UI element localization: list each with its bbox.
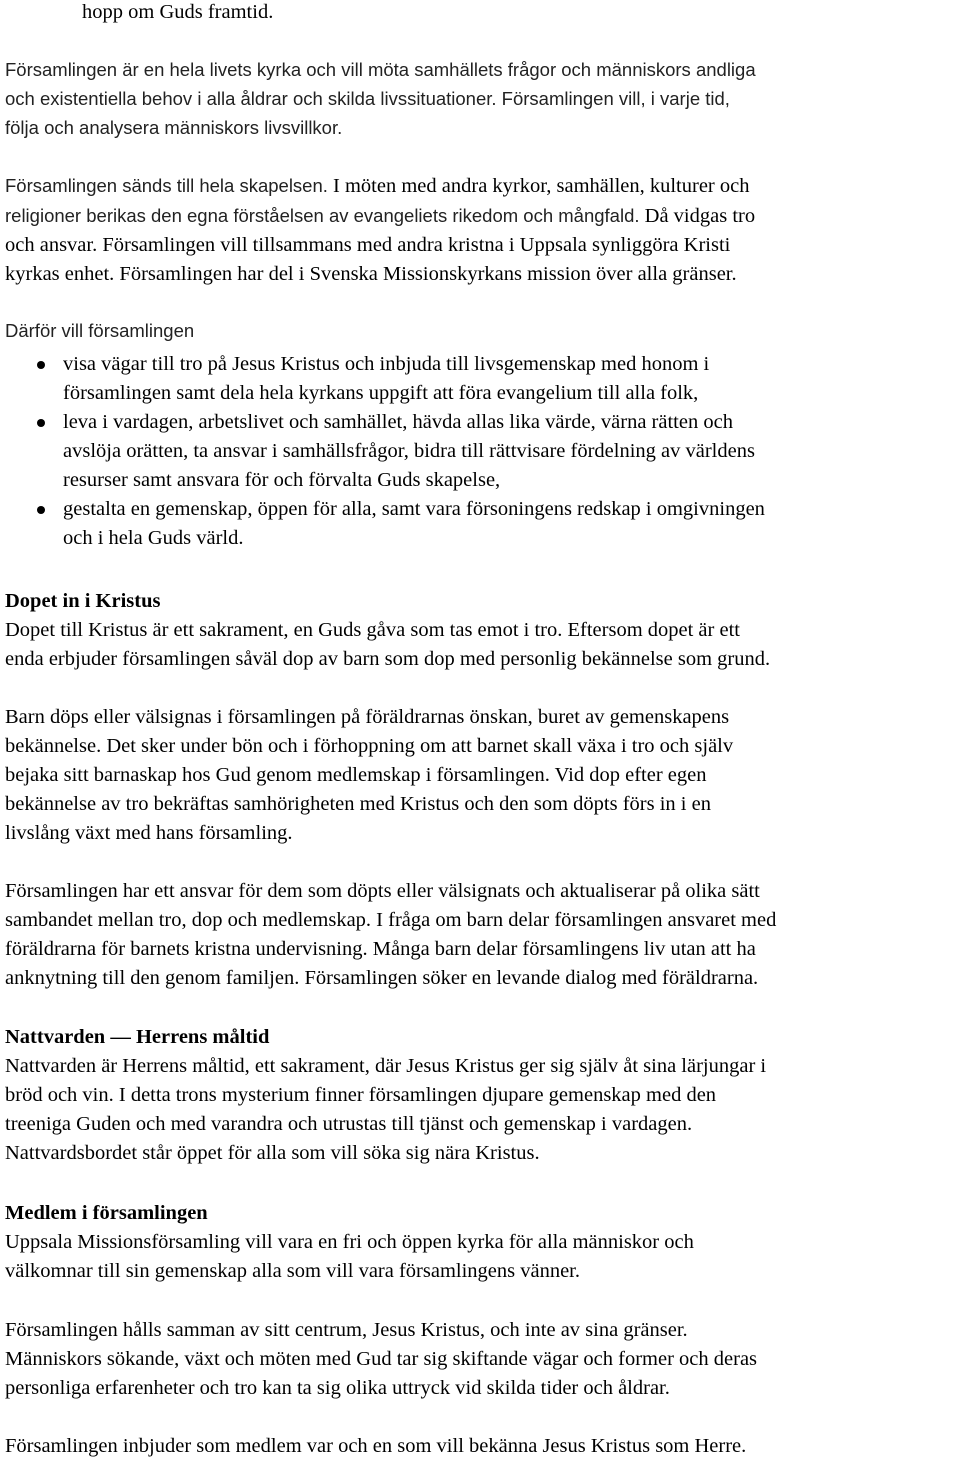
intro-tail: hopp om Guds framtid.	[82, 1, 274, 23]
section-heading-dopet: Dopet in i Kristus	[5, 590, 161, 612]
paragraph-creation: Församlingen sänds till hela skapelsen. I möten med andra kyrkor, samhällen, kulturer och religioner berikas den egna förståelsen av evangeliets rikedom och mångfald. Då vidgas tro och ansvar. Församlingen vill tillsammans med andra kristna i Uppsala synliggöra Kristi kyrkas enhet. Församlingen har del i Svenska Missionskyrkans mission över alla gränser.	[5, 175, 756, 285]
section-heading-nattvarden: Nattvarden — Herrens måltid	[5, 1026, 270, 1048]
nattvarden-paragraph-1: Nattvarden är Herrens måltid, ett sakrament, där Jesus Kristus ger sig själv åt sina lärjungar i bröd och vin. I detta trons mysterium finner församlingen djupare gemenskap med den treeniga Guden och med varandra och utrustas till tjänst och gemenskap i vardagen. Nattvardsbordet står öppet för alla som vill söka sig nära Kristus.	[5, 1055, 767, 1164]
paragraph-life-church: Församlingen är en hela livets kyrka och vill möta samhällets frågor och människors andliga och existentiella behov i alla åldrar och skilda livssituationer. Församlingen vill, i varje tid, följa och analysera människors livsvillkor.	[5, 59, 756, 138]
mission-bullet-list	[0, 350, 960, 553]
bullet-icon	[37, 506, 45, 514]
section-heading-medlem: Medlem i församlingen	[5, 1202, 208, 1224]
dopet-paragraph-3: Församlingen har ett ansvar för dem som döpts eller välsignats och aktualiserar på olika sätt sambandet mellan tro, dop och medlemskap. I fråga om barn delar församlingen ansvaret med föräldrarna för barnets kristna undervisning. Många barn delar församlingens liv utan att ha anknytning till den genom familjen. Församlingen söker en levande dialog med föräldrarna.	[5, 880, 777, 989]
therefore-lead: Därför vill församlingen	[5, 320, 195, 341]
dopet-paragraph-1: Dopet till Kristus är ett sakrament, en Guds gåva som tas emot i tro. Eftersom dopet är ett enda erbjuder församlingen såväl dop av barn som dop med personlig bekännelse som grund.	[5, 619, 771, 670]
list-item: visa vägar till tro på Jesus Kristus och inbjuda till livsgemenskap med honom i församlingen samt dela hela kyrkans uppgift att föra evangelium till alla folk,	[0, 350, 960, 408]
medlem-paragraph-3: Församlingen inbjuder som medlem var och en som vill bekänna Jesus Kristus som Herre.	[5, 1435, 747, 1457]
medlem-paragraph-2: Församlingen hålls samman av sitt centrum, Jesus Kristus, och inte av sina gränser. Människors sökande, växt och möten med Gud tar sig skiftande vägar och former och deras personliga erfarenheter och tro kan ta sig olika uttryck vid skilda tider och åldrar.	[5, 1319, 758, 1399]
bullet-icon	[37, 419, 45, 427]
list-item: gestalta en gemenskap, öppen för alla, samt vara försoningens redskap i omgivningen och i hela Guds värld.	[0, 495, 960, 553]
list-item: leva i vardagen, arbetslivet och samhället, hävda allas lika värde, värna rätten och avslöja orätten, ta ansvar i samhällsfrågor, bidra till rättvisare fördelning av världens resurser samt ansvara för och förvalta Guds skapelse,	[0, 408, 960, 495]
dopet-paragraph-2: Barn döps eller välsignas i församlingen på föräldrarnas önskan, buret av gemenskapens bekännelse. Det sker under bön och i förhoppning om att barnet skall växa i tro och själv bejaka sitt barnaskap hos Gud genom medlemskap i församlingen. Vid dop efter egen bekännelse av tro bekräftas samhörigheten med Kristus och den som döpts förs in i en livslång växt med hans församling.	[5, 706, 734, 844]
medlem-paragraph-1: Uppsala Missionsförsamling vill vara en fri och öppen kyrka för alla människor och välkomnar till sin gemenskap alla som vill vara församlingens vänner.	[5, 1231, 694, 1282]
bullet-icon	[37, 361, 45, 369]
